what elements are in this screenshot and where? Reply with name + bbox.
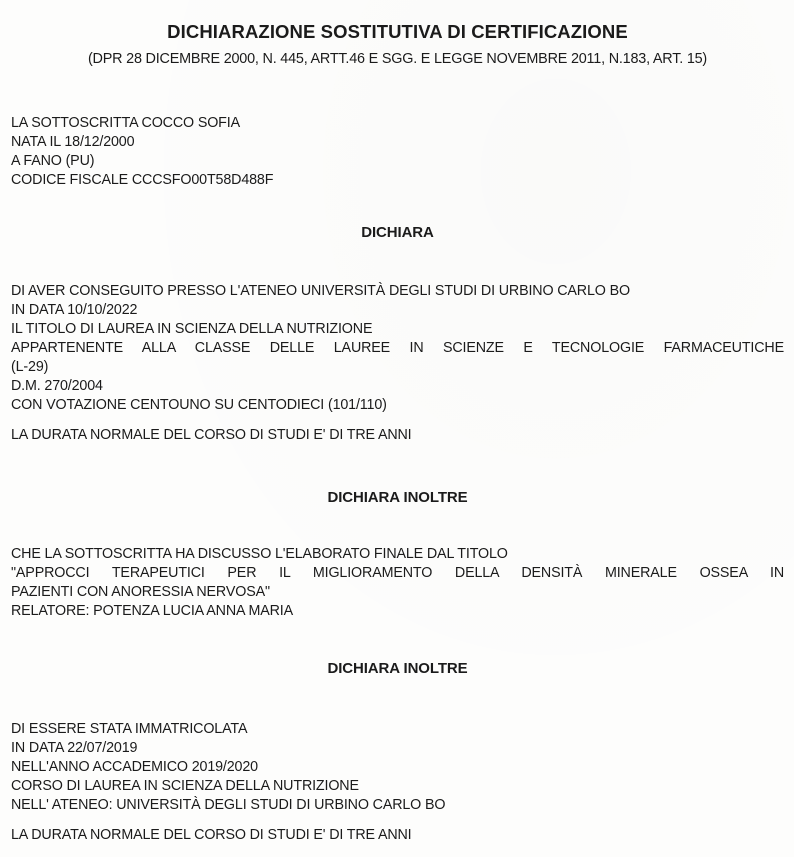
thesis-advisor-line: RELATORE: POTENZA LUCIA ANNA MARIA (11, 603, 293, 619)
document-title: DICHIARAZIONE SOSTITUTIVA DI CERTIFICAZIONE (167, 21, 628, 42)
thesis-block (11, 545, 784, 621)
degree-title-line: IL TITOLO DI LAUREA IN SCIENZA DELLA NUTRIZIONE (11, 321, 373, 337)
enrollment-academic-year-line: NELL'ANNO ACCADEMICO 2019/2020 (11, 759, 258, 775)
degree-date-line: IN DATA 10/10/2022 (11, 302, 138, 318)
degree-university-line: DI AVER CONSEGUITO PRESSO L'ATENEO UNIVERSITÀ DEGLI STUDI DI URBINO CARLO BO (11, 283, 630, 299)
degree-decree-line: D.M. 270/2004 (11, 378, 103, 394)
degree-class-line: APPARTENENTE ALLA CLASSE DELLE LAUREE IN SCIENZE E TECNOLOGIE FARMACEUTICHE (11, 340, 784, 356)
enrollment-date-line: IN DATA 22/07/2019 (11, 740, 138, 756)
section-heading-thesis: DICHIARA INOLTRE (327, 489, 468, 506)
enrollment-block (11, 720, 784, 815)
birth-date-line: NATA IL 18/12/2000 (11, 134, 135, 150)
enrollment-status-line: DI ESSERE STATA IMMATRICOLATA (11, 721, 248, 737)
degree-class-code-line: (L-29) (11, 359, 49, 375)
fiscal-code-line: CODICE FISCALE CCCSFO00T58D488F (11, 172, 274, 188)
declarant-name-line: LA SOTTOSCRITTA COCCO SOFIA (11, 115, 240, 131)
thesis-title-line-1: "APPROCCI TERAPEUTICI PER IL MIGLIORAMENTO DELLA DENSITÀ MINERALE OSSEA IN (11, 565, 784, 581)
document-subtitle: (DPR 28 DICEMBRE 2000, N. 445, ARTT.46 E SGG. E LEGGE NOVEMBRE 2011, N.183, ART. 15) (87, 51, 708, 67)
thesis-intro-line: CHE LA SOTTOSCRITTA HA DISCUSSO L'ELABORATO FINALE DAL TITOLO (11, 546, 508, 562)
enrollment-course-line: CORSO DI LAUREA IN SCIENZA DELLA NUTRIZIONE (11, 778, 359, 794)
section-heading-declares: DICHIARA (361, 224, 434, 241)
enrollment-university-line: NELL' ATENEO: UNIVERSITÀ DEGLI STUDI DI URBINO CARLO BO (11, 797, 446, 813)
degree-block (11, 282, 784, 415)
declarant-block (11, 114, 784, 190)
course-duration-line: LA DURATA NORMALE DEL CORSO DI STUDI E' DI TRE ANNI (11, 427, 412, 443)
thesis-title-line-2: PAZIENTI CON ANORESSIA NERVOSA" (11, 584, 270, 600)
course-duration-line-2: LA DURATA NORMALE DEL CORSO DI STUDI E' DI TRE ANNI (11, 827, 412, 843)
section-heading-enrollment: DICHIARA INOLTRE (327, 660, 468, 677)
degree-grade-line: CON VOTAZIONE CENTOUNO SU CENTODIECI (101/110) (11, 397, 387, 413)
birth-place-line: A FANO (PU) (11, 153, 95, 169)
